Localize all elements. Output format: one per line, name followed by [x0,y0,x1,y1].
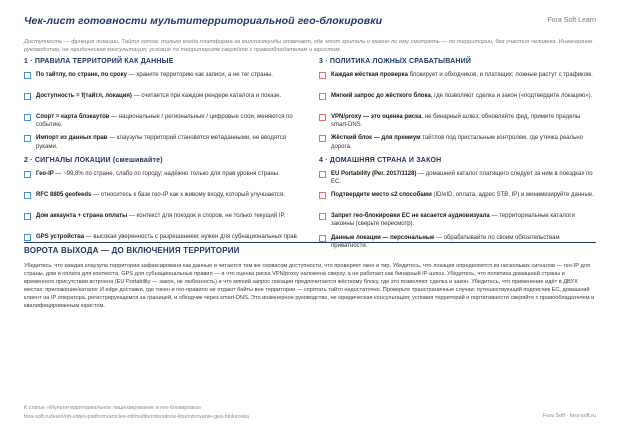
section-divider [24,242,596,243]
item-term: Доступность = f(тайтл, локация) [36,93,132,99]
checkbox-icon[interactable] [319,135,326,142]
checklist-item [24,212,300,228]
checklist-item [24,134,300,150]
item-text [36,191,300,199]
item-text [331,212,595,228]
item-desc: — ~99,8% по стране, слабо по городу; надёжно только для прав уровня страны. [53,170,280,177]
item-term: Данные локации — персональные [331,234,435,241]
checkbox-icon[interactable] [24,135,31,142]
brand-label: Fora Soft Learn [547,17,596,24]
page-title: Чек-лист готовности мультитерриториальной гео-блокировки [24,15,383,27]
checklist-item [24,71,300,87]
item-desc: — храните территорию как записи, а не тег страны. [126,72,273,78]
item-desc: — территориальные каталоги законны (сверьте пересмотр). [331,213,575,228]
item-text [36,92,300,100]
checklist-item [319,191,595,207]
item-text [36,71,300,79]
checkbox-icon[interactable] [319,192,326,199]
section-heading-location-signals: 2 · СИГНАЛЫ ЛОКАЦИИ (смешивайте) [24,156,163,164]
checklist-item [319,212,595,228]
right-column [319,58,595,255]
item-desc: тайтлов под пристальным контролем, где утечка реально дорога. [331,135,583,150]
checkbox-icon[interactable] [24,72,31,79]
item-text [331,134,595,150]
item-term: Жёсткий блок — для премиум [331,135,421,142]
item-term: Подтвердите место ≤2 способами [331,192,432,199]
item-term: Импорт из данных прав [36,135,108,142]
item-desc: — обрабатывайте по своим обязательствам приватности. [331,234,560,249]
item-text [36,134,300,150]
item-desc: (ID/eID, оплата, адрес STB, IP) и минимизируйте данные. [431,192,594,199]
item-term: Мягкий запрос до жёсткого блока [331,93,431,99]
footer-source-label: К статье «Мультитерриториальное лицензирование и гео-блокировка» [24,405,202,411]
checklist-item [24,92,300,108]
checkbox-icon[interactable] [24,192,31,199]
exit-gate-paragraph: Убедитесь, что каждая клаузула территории зафиксирована как данные и читается тем же сервисом доступности, что проверяет окно и тир. Убедитесь, что локация определяется из нескольких сигналов — гео-IP для страны, дом и оплата для контекста, GPS для субнациональных правил — и что оценка риска VPN/proxy наложена сверху, а не работает как бинарный IP-шлюз. Убедитесь, что политика домашней страны и временного присутствия встроена (EU Portability — закон, не любезность) и что мягкий запрос локации предпочитается жёсткому блоку, где это позволяют сделка и закон. Убедитесь, что применение идёт в ДВУХ местах: приложение/каталог И edge доставки, где токен и гео-правило не отдают байты вне территории — спрятать тайтл недостаточно. Проверьте трансграничные случаи: путешествующий подписчик ЕС, домашний клиент на IP оператора, регистрирующемся за границей, и обходчик через smart-DNS. Это инженерное руководство, не юридическая консультация; условия территорий и портативности сверяйте с правообладателем и квалифицированным юристом. [24,263,595,310]
footer-source-url[interactable]: fora-soft.ru/learn/ott-video-platform/articles-ott/multiterritorialnoe-litsenzirovanie-geo-blokirovka [24,413,249,420]
checklist-item [319,71,595,87]
left-column [24,58,300,254]
checkbox-icon[interactable] [24,93,31,100]
item-text [36,212,300,220]
item-desc: — относитесь к базе гео-IP как к живому входу, который улучшается. [91,191,285,198]
item-term: GPS устройства [36,233,85,240]
item-term: По тайтлу, по стране, по сроку [36,72,127,78]
item-desc: , где позволяют сделка и закон («подтвердите локацию»). [430,93,593,99]
item-text [331,170,595,186]
checklist-item [24,170,300,186]
item-desc: — высокая уверенность с разрешением; нужен для субнациональных прав. [84,233,299,240]
checkbox-icon[interactable] [319,72,326,79]
checkbox-icon[interactable] [24,171,31,178]
exit-gate-heading: ВОРОТА ВЫХОДА — ДО ВКЛЮЧЕНИЯ ТЕРРИТОРИИ [24,246,240,255]
item-desc: — считается при каждом рендере каталога и показе. [131,93,282,99]
checkbox-icon[interactable] [319,93,326,100]
item-desc: блокирует и обходчиков, и платящих; ложные растут с трафиком. [407,72,593,78]
item-term: EU Portability (Рег. 2017/1128) [331,170,417,177]
checkbox-icon[interactable] [319,213,326,220]
checklist-item [24,191,300,207]
checklist-item [319,170,595,186]
checkbox-icon[interactable] [24,234,31,241]
item-term: Каждая жёсткая проверка [331,72,408,78]
item-term: Гео-IP [36,170,54,177]
footer-source [24,404,249,421]
item-desc: — клаузулы территорий становятся метаданными, не вводятся руками. [36,135,287,150]
checkbox-icon[interactable] [24,114,31,121]
item-text [36,233,300,241]
item-text [36,170,300,178]
checkbox-icon[interactable] [319,114,326,121]
checklist-item [319,92,595,108]
item-desc: , не бинарный шлюз; обновляйте фид, примите пределы smart-DNS. [331,114,581,129]
section-heading-home-country-law: 4 · ДОМАШНЯЯ СТРАНА И ЗАКОН [319,156,442,164]
item-term: Запрет гео-блокировки ЕС не касается аудиовизуала [331,213,490,220]
item-term: VPN/proxy — это оценка риска [331,114,422,120]
footer-brand[interactable]: Fora Soft · fora-soft.ru [542,413,596,419]
item-desc: — национальные / региональные / цифровые слои, меняются по событию. [36,114,293,129]
section-heading-territory-rules: 1 · ПРАВИЛА ТЕРРИТОРИЙ КАК ДАННЫЕ [24,58,174,65]
item-text [331,71,595,79]
item-text [331,191,595,199]
item-term: Дом аккаунта + страна оплаты [36,212,128,219]
section-heading-false-positive-policy: 3 · ПОЛИТИКА ЛОЖНЫХ СРАБАТЫВАНИЙ [319,58,472,65]
item-term: RFC 8805 geofeeds [36,191,92,198]
checklist-item [319,113,595,129]
checkbox-icon[interactable] [319,235,326,242]
item-text [331,113,595,129]
checklist-item [319,134,595,150]
checklist-item [24,113,300,129]
item-desc: — контекст для поездок и споров, не только текущий IP. [127,212,286,219]
item-text [331,92,595,100]
intro-paragraph: Доступность — функция локации. Тайтл готов, только когда платформа за миллисекунды отвечает, где этот зритель и можно ли ему смотреть — по территории, без участия человека. Инженерное руководство, не юридическая консультация; условия по территориям сверяйте с правообладателем и юристом. [24,39,593,53]
checkbox-icon[interactable] [319,171,326,178]
item-term: Спорт = карта блэкаутов [36,114,110,120]
item-desc: — домашний каталог платящего следует за ним в поездках по ЕС. [331,170,593,186]
checkbox-icon[interactable] [24,213,31,220]
item-text [36,113,300,129]
